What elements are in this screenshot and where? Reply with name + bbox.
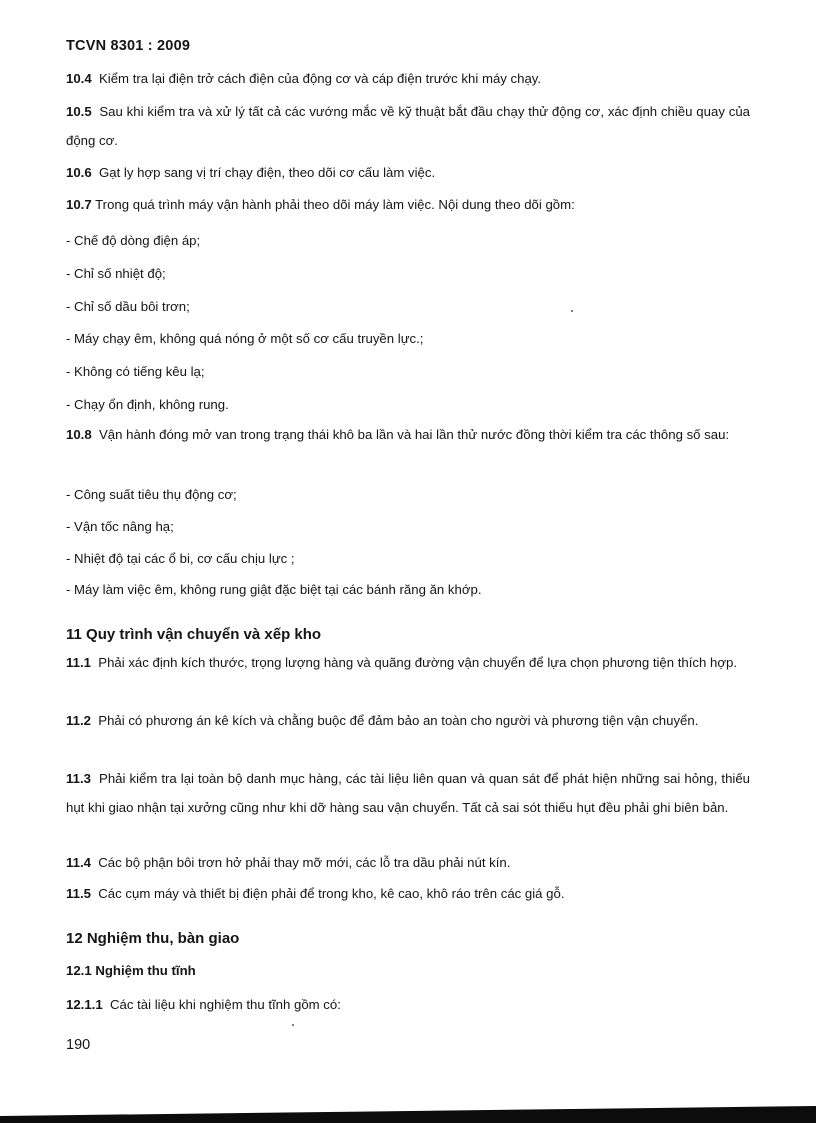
- list-item: - Vận tốc nâng hạ;: [66, 519, 174, 534]
- scan-speck: [571, 310, 573, 312]
- clause-number: 12.1.1: [66, 997, 103, 1012]
- list-item: - Máy làm việc êm, không rung giật đặc biệt tại các bánh răng ăn khớp.: [66, 582, 482, 597]
- section-heading-12: 12 Nghiệm thu, bàn giao: [66, 930, 240, 947]
- clause-number: 11.3: [66, 771, 91, 786]
- clause-number: 10.8: [66, 427, 92, 442]
- clause-text: Phải xác định kích thước, trọng lượng hàng và quãng đường vận chuyển để lựa chọn phương tiện thích hợp.: [98, 655, 737, 670]
- clause-text: Phải kiểm tra lại toàn bộ danh mục hàng, các tài liệu liên quan và quan sát để phát hiện những sai hỏng, thiếu hụt khi giao nhận tại xưởng cũng như khi dỡ hàng sau vận chuyển. Tất cả sai sót thiếu hụt đều phải ghi biên bản.: [66, 771, 750, 815]
- clause-10-7: [66, 197, 575, 212]
- clause-text: Các bộ phận bôi trơn hở phải thay mỡ mới, các lỗ tra dầu phải nút kín.: [98, 855, 511, 870]
- clause-11-4: [66, 855, 510, 870]
- clause-10-6: [66, 165, 435, 180]
- section-heading-11: 11 Quy trình vận chuyển và xếp kho: [66, 626, 322, 643]
- clause-number: 11.5: [66, 886, 91, 901]
- clause-text: Vận hành đóng mở van trong trạng thái khô ba lần và hai lần thử nước đồng thời kiểm tra các thông số sau:: [99, 427, 730, 442]
- scan-edge-shadow: [0, 1106, 816, 1123]
- list-item: - Nhiệt độ tại các ổ bi, cơ cấu chịu lực ;: [66, 551, 295, 566]
- clause-number: 11.2: [66, 713, 91, 728]
- clause-text: Gạt ly hợp sang vị trí chạy điện, theo dõi cơ cấu làm việc.: [99, 165, 436, 180]
- clause-number: 10.4: [66, 71, 92, 86]
- list-item: - Công suất tiêu thụ động cơ;: [66, 487, 237, 502]
- clause-11-3: [66, 764, 750, 822]
- clause-10-5: [66, 97, 750, 155]
- clause-12-1-1: [66, 997, 341, 1012]
- clause-number: 11.4: [66, 855, 91, 870]
- clause-number: 11.1: [66, 655, 91, 670]
- clause-10-8: [66, 420, 750, 449]
- list-item: - Chỉ số nhiệt độ;: [66, 266, 166, 281]
- clause-11-1: [66, 648, 750, 677]
- clause-text: Sau khi kiểm tra và xử lý tất cả các vướng mắc về kỹ thuật bắt đầu chạy thử động cơ, xác định chiều quay của động cơ.: [66, 104, 751, 148]
- clause-text: Trong quá trình máy vận hành phải theo dõi máy làm việc. Nội dung theo dõi gồm:: [95, 197, 575, 212]
- document-header: TCVN 8301 : 2009: [66, 38, 191, 54]
- list-item: - Chế độ dòng điện áp;: [66, 233, 201, 248]
- clause-text: Các tài liệu khi nghiệm thu tĩnh gồm có:: [110, 997, 341, 1012]
- clause-11-2: [66, 706, 750, 735]
- page-number: 190: [66, 1037, 91, 1053]
- clause-10-4: [66, 71, 541, 86]
- clause-text: Phải có phương án kê kích và chằng buộc để đảm bảo an toàn cho người và phương tiện vận chuyển.: [98, 713, 699, 728]
- list-item: - Chỉ số dầu bôi trơn;: [66, 299, 190, 314]
- list-item: - Không có tiếng kêu lạ;: [66, 364, 205, 379]
- list-item: - Chạy ổn định, không rung.: [66, 397, 229, 412]
- scan-speck: [292, 1024, 294, 1026]
- clause-number: 10.5: [66, 104, 92, 119]
- clause-number: 10.7: [66, 197, 92, 212]
- list-item: - Máy chạy êm, không quá nóng ở một số cơ cấu truyền lực.;: [66, 331, 424, 346]
- clause-text: Kiểm tra lại điện trở cách điện của động cơ và cáp điện trước khi máy chạy.: [99, 71, 542, 86]
- subsection-heading-12-1: 12.1 Nghiệm thu tĩnh: [66, 963, 196, 978]
- clause-11-5: [66, 886, 565, 901]
- clause-number: 10.6: [66, 165, 92, 180]
- clause-text: Các cụm máy và thiết bị điện phải để trong kho, kê cao, khô ráo trên các giá gỗ.: [98, 886, 565, 901]
